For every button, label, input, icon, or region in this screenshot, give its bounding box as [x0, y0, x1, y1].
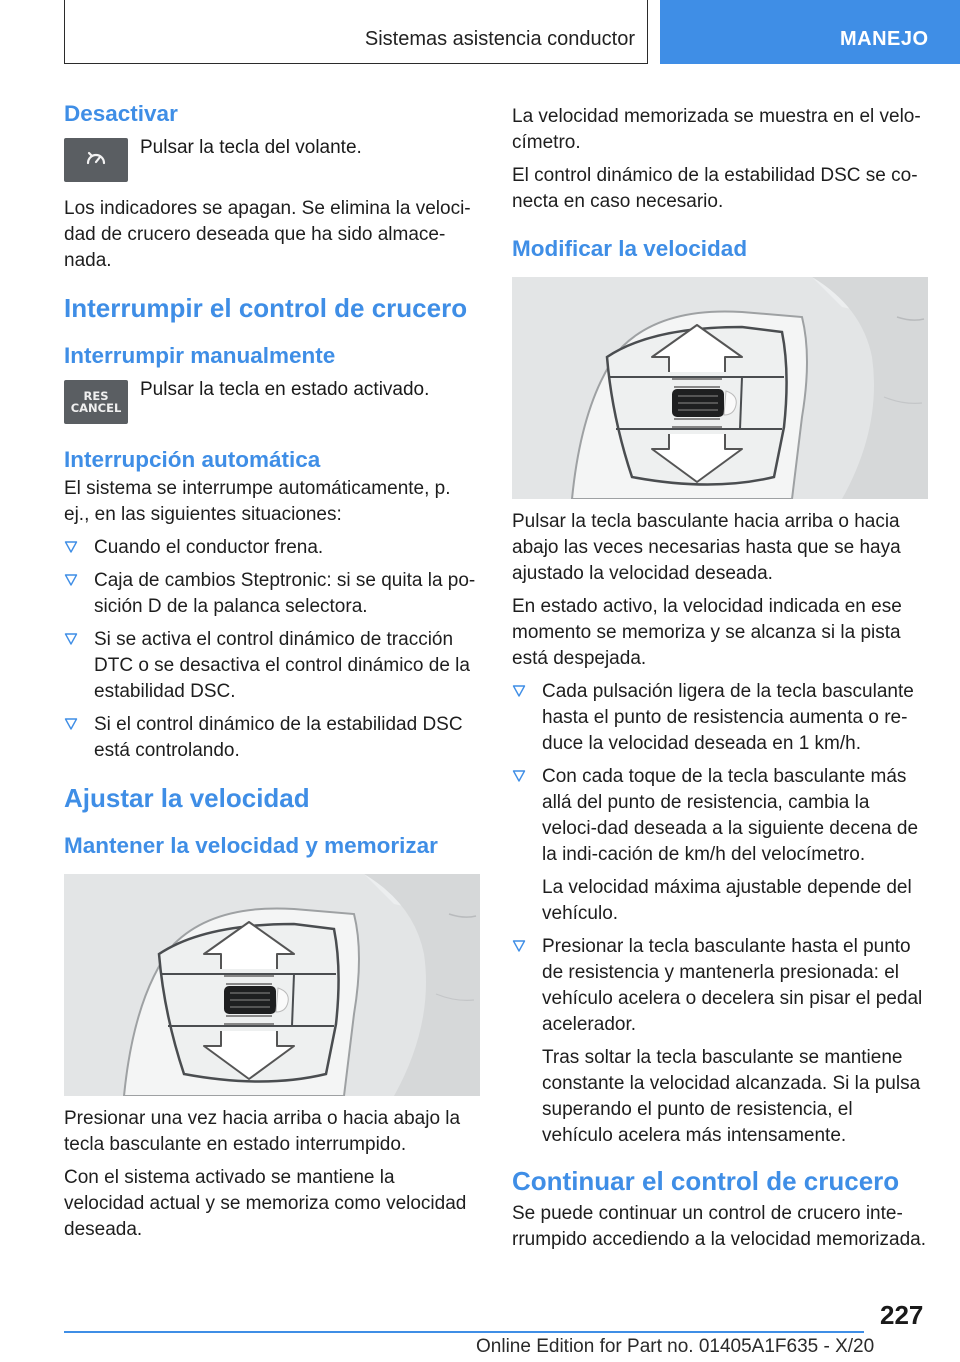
list-item: Cada pulsación ligera de la tecla basculante hasta el punto de resistencia aumenta o re‐duce la velocidad deseada en 1 km/h.: [512, 679, 928, 757]
modificar-p2: En estado activo, la velocidad indicada en ese momento se memoriza y se alcanza si la pista está despejada.: [512, 596, 902, 669]
mantener-p1: Presionar una vez hacia arriba o hacia abajo la tecla basculante en estado interrumpido.: [64, 1108, 461, 1155]
page-number: 227: [880, 1300, 924, 1330]
desactivar-body: Los indicadores se apagan. Se elimina la veloci‐dad de crucero deseada que ha sido almace‐nada.: [64, 198, 471, 271]
right-column: [512, 104, 928, 1260]
list-item: Con cada toque de la tecla basculante más allá del punto de resistencia, cambia la veloci‐dad deseada a la siguiente decena de la indi‐cación de km/h del velocímetro. La velocidad máxima ajustable depende del vehículo.: [512, 764, 928, 927]
list-item: Si se activa el control dinámico de tracción DTC o se desactiva el control dinámico de la estabilidad DSC.: [64, 627, 480, 705]
res-cancel-key-row: [64, 380, 480, 424]
res-cancel-key: [64, 380, 128, 424]
res-cancel-key-text: Pulsar la tecla en estado activado.: [140, 379, 430, 400]
continuar-heading: Continuar el control de crucero: [512, 1166, 900, 1196]
interrumpir-heading: Interrumpir el control de crucero: [64, 293, 468, 323]
desactivar-key-text: Pulsar la tecla del volante.: [140, 137, 362, 158]
chapter-title: MANEJO: [840, 28, 929, 50]
modificar-heading: Modificar la velocidad: [512, 236, 748, 261]
ajustar-heading: Ajustar la velocidad: [64, 783, 310, 813]
cruise-control-off-key: [64, 138, 128, 182]
triangle-bullet-icon: [512, 684, 526, 698]
cancel-label: CANCEL: [70, 401, 122, 415]
footer-edition: Online Edition for Part no. 01405A1F635 - X/20: [476, 1336, 875, 1357]
modificar-list: [512, 679, 928, 1149]
desactivar-heading: Desactivar: [64, 101, 178, 126]
continuar-p1: Se puede continuar un control de crucero inte‐rrumpido accediendo a la velocidad memorizada.: [512, 1203, 927, 1250]
list-item: Cuando el conductor frena.: [64, 535, 480, 561]
mantener-heading: Mantener la velocidad y memorizar: [64, 833, 438, 858]
steering-wheel-rocker-figure-2: [512, 277, 928, 499]
mantener-p2: Con el sistema activado se mantiene la velocidad actual y se memoriza como velocidad deseada.: [64, 1167, 467, 1240]
right-p1: La velocidad memorizada se muestra en el velo‐címetro.: [512, 106, 921, 153]
chapter-tab: [660, 0, 960, 64]
right-p2: El control dinámico de la estabilidad DSC se co‐necta en caso necesario.: [512, 165, 918, 212]
triangle-bullet-icon: [64, 540, 78, 554]
modificar-p1: Pulsar la tecla basculante hacia arriba o hacia abajo las veces necesarias hasta que se haya ajustado la velocidad deseada.: [512, 511, 901, 584]
list-item: Si el control dinámico de la estabilidad DSC está controlando.: [64, 712, 480, 764]
desactivar-key-row: [64, 138, 480, 182]
list-item: Caja de cambios Steptronic: si se quita la po‐sición D de la palanca selectora.: [64, 568, 480, 620]
footer-divider: [64, 1331, 864, 1333]
left-column: [64, 100, 480, 1250]
interrupcion-automatica-intro: El sistema se interrumpe automáticamente, p. ej., en las siguientes situaciones:: [64, 478, 451, 525]
header-frame: [64, 0, 648, 64]
triangle-bullet-icon: [512, 769, 526, 783]
interrupcion-list: [64, 535, 480, 764]
list-item: Presionar la tecla basculante hasta el punto de resistencia y mantenerla presionada: el vehículo acelera o decelera sin pisar el pedal acelerador. Tras soltar la tecla basculante se mantiene constante la velocidad alcanzada. Si la pulsa superando el punto de resistencia, el vehículo acelera más intensamente.: [512, 934, 928, 1149]
triangle-bullet-icon: [512, 939, 526, 953]
list-item-note: La velocidad máxima ajustable depende del vehículo.: [542, 877, 912, 924]
interrumpir-manual-heading: Interrumpir manualmente: [64, 343, 336, 368]
page-header: [64, 0, 960, 64]
interrupcion-automatica-heading: Interrupción automática: [64, 447, 321, 472]
steering-wheel-rocker-icon: [64, 874, 480, 1096]
triangle-bullet-icon: [64, 573, 78, 587]
res-label: RES: [83, 389, 109, 403]
steering-wheel-rocker-icon: [512, 277, 928, 499]
steering-wheel-rocker-figure: [64, 874, 480, 1096]
cruise-control-icon: [83, 148, 109, 172]
list-item-note: Tras soltar la tecla basculante se mantiene constante la velocidad alcanzada. Si la pulsa superando el punto de resistencia, el vehículo acelera más intensamente.: [542, 1047, 921, 1146]
triangle-bullet-icon: [64, 717, 78, 731]
triangle-bullet-icon: [64, 632, 78, 646]
section-title: Sistemas asistencia conductor: [364, 28, 635, 50]
